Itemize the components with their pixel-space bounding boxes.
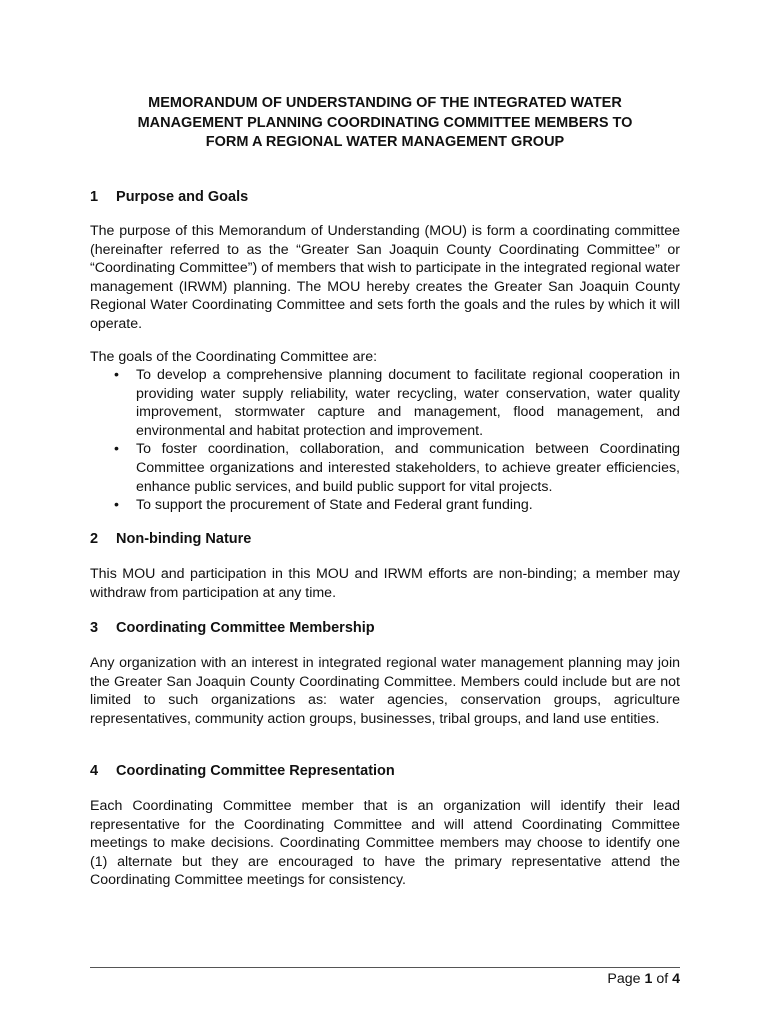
section-2-paragraph: This MOU and participation in this MOU and IRWM efforts are non-binding; a member may withdraw from participation at any time. — [90, 566, 680, 601]
document-title — [90, 94, 680, 153]
bullet-icon: • — [114, 367, 119, 383]
section-number: 3 — [90, 620, 99, 636]
section-4-paragraph: Each Coordinating Committee member that is an organization will identify their lead representative for the Coordinating Committee and will attend Coordinating Committee meetings to make decisions. Coordinating Committee members may choose to identify one (1) alternate but they are encouraged to have the primary representative attend the Coordinating Committee meetings for consistency. — [90, 798, 680, 889]
list-item — [90, 440, 680, 496]
bullet-icon: • — [114, 441, 119, 458]
section-3-heading — [90, 619, 375, 637]
list-item — [90, 366, 680, 440]
list-item-text: To develop a comprehensive planning document to facilitate regional cooperation in providing water supply reliability, water recycling, water conservation, water quality improvement, stormwater capture and management, flood management, and environmental and habitat protection and improvement. — [136, 367, 680, 439]
section-1-heading — [90, 188, 248, 206]
section-4-heading — [90, 762, 395, 780]
section-number: 2 — [90, 531, 99, 547]
section-2-heading — [90, 530, 251, 548]
page-number — [607, 970, 680, 988]
title-line-3: FORM A REGIONAL WATER MANAGEMENT GROUP — [205, 134, 565, 150]
footer-divider — [90, 967, 680, 968]
title-line-2: MANAGEMENT PLANNING COORDINATING COMMITTEE MEMBERS TO — [137, 114, 633, 131]
list-item-text: To support the procurement of State and Federal grant funding. — [136, 497, 533, 514]
of-label: of — [656, 971, 669, 987]
title-line-1: MEMORANDUM OF UNDERSTANDING OF THE INTEGRATED WATER — [148, 95, 622, 111]
section-3-paragraph: Any organization with an interest in integrated regional water management planning may join the Greater San Joaquin County Coordinating Committee. Members could include but are not limited to such organizations as: water agencies, conservation groups, agriculture representatives, community action groups, businesses, tribal groups, and land use entities. — [90, 655, 680, 727]
goals-intro: The goals of the Coordinating Committee are: — [90, 349, 378, 365]
document-page — [90, 0, 680, 1024]
section-title: Coordinating Committee Membership — [116, 620, 375, 636]
total-pages: 4 — [672, 971, 680, 987]
section-number: 4 — [90, 763, 99, 779]
section-1-paragraph: The purpose of this Memorandum of Understanding (MOU) is form a coordinating committee (hereinafter referred to as the “Greater San Joaquin County Coordinating Committee” or “Coordinating Committee”) of members that wish to participate in the integrated regional water management (IRWM) planning. The MOU hereby creates the Greater San Joaquin County Regional Water Coordinating Committee and sets forth the goals and the rules by which it will operate. — [90, 223, 680, 332]
goals-list — [90, 366, 680, 515]
section-title: Non-binding Nature — [116, 531, 252, 547]
page-label: Page — [607, 971, 641, 987]
list-item-text: To foster coordination, collaboration, and communication between Coordinating Committee organizations and interested stakeholders, to achieve greater efficiencies, enhance public services, and build public support for vital projects. — [136, 441, 680, 495]
bullet-icon: • — [114, 497, 119, 514]
current-page: 1 — [644, 971, 653, 987]
list-item — [90, 496, 680, 515]
section-title: Coordinating Committee Representation — [116, 763, 395, 779]
section-number: 1 — [90, 189, 99, 205]
section-title: Purpose and Goals — [116, 189, 249, 205]
